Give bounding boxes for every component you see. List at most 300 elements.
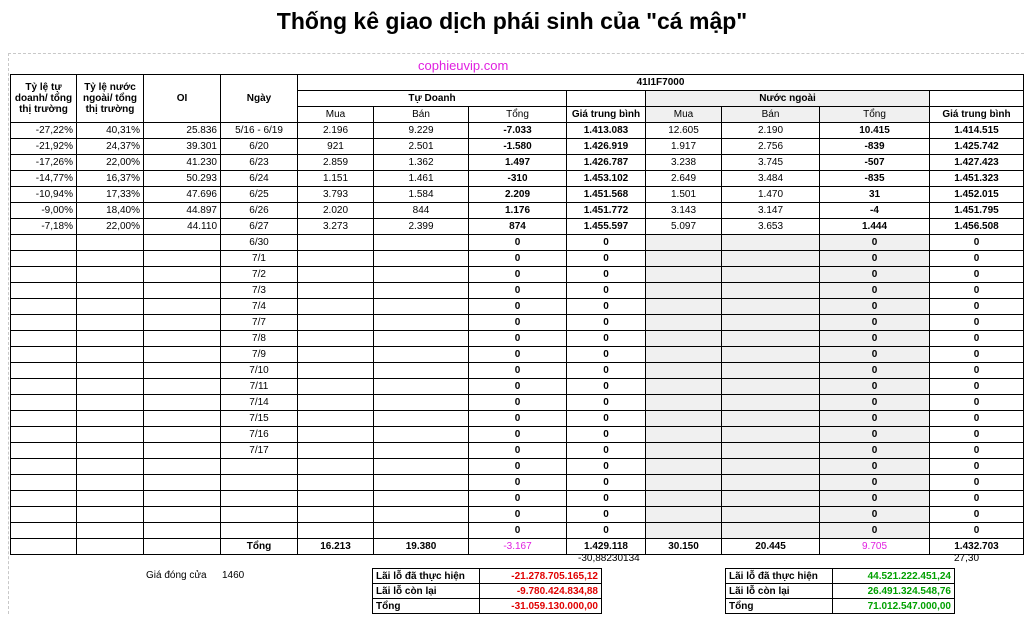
cell-nn-tong: 0 xyxy=(820,459,930,475)
cell-nn-ban xyxy=(722,427,820,443)
table-row xyxy=(11,475,1024,491)
cell-td-gia: 0 xyxy=(567,395,646,411)
pl-td-remaining-value: -9.780.424.834,88 xyxy=(480,584,602,599)
cell-td-gia: 0 xyxy=(567,283,646,299)
cell-ngay xyxy=(221,491,298,507)
cell-tl-nn xyxy=(77,427,144,443)
table-row xyxy=(11,395,1024,411)
cell-nn-ban xyxy=(722,331,820,347)
cell-oi: 47.696 xyxy=(144,187,221,203)
cell-tl-nn xyxy=(77,299,144,315)
cell-td-tong: 0 xyxy=(469,507,567,523)
cell-tl-td xyxy=(11,363,77,379)
cell-td-tong: 0 xyxy=(469,443,567,459)
cell-ngay: 7/17 xyxy=(221,443,298,459)
cell-ngay: 7/8 xyxy=(221,331,298,347)
cell-oi xyxy=(144,427,221,443)
cell-td-ban xyxy=(374,235,469,251)
cell-td-mua xyxy=(298,379,374,395)
cell-td-mua xyxy=(298,315,374,331)
cell-nn-mua xyxy=(646,331,722,347)
cell-oi xyxy=(144,443,221,459)
cell-nn-ban xyxy=(722,315,820,331)
cell-nn-mua xyxy=(646,379,722,395)
cell-nn-mua: 3.238 xyxy=(646,155,722,171)
header-ty-le-tu-doanh: Tỷ lệ tự doanh/ tổng thị trường xyxy=(11,75,77,123)
cell-ngay: 7/2 xyxy=(221,267,298,283)
cell-nn-mua: 5.097 xyxy=(646,219,722,235)
header-td-gia: Giá trung bình xyxy=(567,107,646,123)
cell-ngay: 6/24 xyxy=(221,171,298,187)
pl-nn-remaining-label: Lãi lỗ còn lại xyxy=(726,584,833,599)
cell-td-ban xyxy=(374,475,469,491)
table-row xyxy=(11,523,1024,539)
total-td-mua: 16.213 xyxy=(298,539,374,555)
table-row xyxy=(11,507,1024,523)
cell-nn-ban: 3.484 xyxy=(722,171,820,187)
cell-td-ban xyxy=(374,251,469,267)
cell-nn-gia: 0 xyxy=(930,299,1024,315)
cell-td-tong: 0 xyxy=(469,283,567,299)
cell-nn-ban xyxy=(722,235,820,251)
cell-nn-ban xyxy=(722,267,820,283)
pl-td-realized-label: Lãi lỗ đã thực hiện xyxy=(373,569,480,584)
cell-tl-nn: 24,37% xyxy=(77,139,144,155)
cell-nn-tong: 0 xyxy=(820,411,930,427)
pl-tu-doanh-table xyxy=(372,568,602,614)
cell-nn-tong: 10.415 xyxy=(820,123,930,139)
cell-nn-tong: 0 xyxy=(820,363,930,379)
pl-nn-realized-label: Lãi lỗ đã thực hiện xyxy=(726,569,833,584)
cell-tl-nn: 22,00% xyxy=(77,219,144,235)
cell-td-tong: 0 xyxy=(469,235,567,251)
cell-tl-nn xyxy=(77,379,144,395)
cell-nn-tong: 31 xyxy=(820,187,930,203)
cell-ngay: 7/11 xyxy=(221,379,298,395)
cell-nn-gia: 0 xyxy=(930,251,1024,267)
cell-td-gia: 0 xyxy=(567,347,646,363)
cell-nn-mua xyxy=(646,411,722,427)
cell-ngay: 7/10 xyxy=(221,363,298,379)
cell-td-gia: 0 xyxy=(567,507,646,523)
table-row xyxy=(11,171,1024,187)
cell-nn-tong: 0 xyxy=(820,315,930,331)
cell-nn-tong: 0 xyxy=(820,379,930,395)
cell-td-ban: 2.399 xyxy=(374,219,469,235)
cell-nn-mua xyxy=(646,395,722,411)
table-row xyxy=(11,363,1024,379)
cell-nn-tong: 0 xyxy=(820,427,930,443)
cell-td-mua xyxy=(298,267,374,283)
table-row xyxy=(11,219,1024,235)
cell-td-tong: 0 xyxy=(469,347,567,363)
table-row xyxy=(11,267,1024,283)
cell-td-ban: 9.229 xyxy=(374,123,469,139)
cell-tl-td xyxy=(11,491,77,507)
cell-nn-mua: 1.917 xyxy=(646,139,722,155)
cell-td-tong: 0 xyxy=(469,251,567,267)
table-row xyxy=(11,299,1024,315)
cell-td-tong: 0 xyxy=(469,523,567,539)
cell-tl-td xyxy=(11,523,77,539)
cell-tl-nn xyxy=(77,443,144,459)
cell-td-mua xyxy=(298,235,374,251)
cell-td-gia: 0 xyxy=(567,363,646,379)
cell-td-gia: 1.426.919 xyxy=(567,139,646,155)
cell-td-tong: 2.209 xyxy=(469,187,567,203)
cell-nn-mua xyxy=(646,491,722,507)
cell-nn-tong: 1.444 xyxy=(820,219,930,235)
cell-ngay xyxy=(221,523,298,539)
cell-td-ban xyxy=(374,363,469,379)
cell-nn-gia: 1.425.742 xyxy=(930,139,1024,155)
cell-nn-tong: 0 xyxy=(820,347,930,363)
cell-nn-mua: 12.605 xyxy=(646,123,722,139)
cell-td-gia: 1.413.083 xyxy=(567,123,646,139)
cell-nn-ban: 3.653 xyxy=(722,219,820,235)
cell-oi: 39.301 xyxy=(144,139,221,155)
cell-oi xyxy=(144,299,221,315)
cell-tl-nn: 17,33% xyxy=(77,187,144,203)
cell-nn-ban xyxy=(722,251,820,267)
cell-td-mua xyxy=(298,427,374,443)
cell-tl-nn xyxy=(77,523,144,539)
cell-ngay: 6/25 xyxy=(221,187,298,203)
header-contract: 41I1F7000 xyxy=(298,75,1024,91)
cell-tl-td xyxy=(11,459,77,475)
cell-nn-gia: 0 xyxy=(930,331,1024,347)
cell-td-tong: -7.033 xyxy=(469,123,567,139)
cell-nn-tong: 0 xyxy=(820,523,930,539)
cell-nn-gia: 0 xyxy=(930,475,1024,491)
cell-td-tong: 0 xyxy=(469,395,567,411)
cell-td-tong: 1.176 xyxy=(469,203,567,219)
cell-nn-tong: -839 xyxy=(820,139,930,155)
cell-ngay: 7/15 xyxy=(221,411,298,427)
cell-td-gia: 0 xyxy=(567,251,646,267)
cell-td-ban xyxy=(374,411,469,427)
total-td-tong: -3.167 xyxy=(469,539,567,555)
cell-nn-ban xyxy=(722,379,820,395)
cell-td-tong: 0 xyxy=(469,491,567,507)
cell-oi: 50.293 xyxy=(144,171,221,187)
cell-td-mua xyxy=(298,523,374,539)
cell-td-tong: 0 xyxy=(469,315,567,331)
cell-tl-td xyxy=(11,251,77,267)
cell-tl-td: -10,94% xyxy=(11,187,77,203)
pl-nuoc-ngoai-table xyxy=(725,568,955,614)
watermark-link[interactable]: cophieuvip.com xyxy=(418,58,509,73)
cell-nn-gia: 0 xyxy=(930,315,1024,331)
table-row xyxy=(11,203,1024,219)
cell-tl-nn xyxy=(77,315,144,331)
cell-nn-mua xyxy=(646,523,722,539)
cell-nn-gia: 0 xyxy=(930,411,1024,427)
cell-tl-nn xyxy=(77,331,144,347)
cell-td-ban: 844 xyxy=(374,203,469,219)
header-ty-le-nuoc-ngoai: Tỷ lệ nước ngoài/ tổng thị trường xyxy=(77,75,144,123)
cell-nn-gia: 0 xyxy=(930,235,1024,251)
cell-ngay: 5/16 - 6/19 xyxy=(221,123,298,139)
cell-td-gia: 0 xyxy=(567,475,646,491)
cell-td-mua xyxy=(298,443,374,459)
cell-td-ban xyxy=(374,315,469,331)
cell-ngay: 6/27 xyxy=(221,219,298,235)
cell-td-gia: 0 xyxy=(567,523,646,539)
cell-td-tong: 0 xyxy=(469,379,567,395)
cell-nn-gia: 0 xyxy=(930,347,1024,363)
cell-td-ban xyxy=(374,379,469,395)
cell-td-mua xyxy=(298,411,374,427)
cell-td-gia: 0 xyxy=(567,299,646,315)
cell-tl-td: -7,18% xyxy=(11,219,77,235)
cell-oi xyxy=(144,267,221,283)
cell-tl-td xyxy=(11,443,77,459)
cell-tl-nn xyxy=(77,459,144,475)
derivatives-table xyxy=(10,74,1024,555)
cell-nn-gia: 0 xyxy=(930,283,1024,299)
cell-nn-gia: 0 xyxy=(930,443,1024,459)
cell-tl-td xyxy=(11,267,77,283)
cell-td-ban: 1.461 xyxy=(374,171,469,187)
cell-td-tong: 0 xyxy=(469,475,567,491)
header-nn-mua: Mua xyxy=(646,107,722,123)
cell-oi xyxy=(144,507,221,523)
cell-td-mua xyxy=(298,459,374,475)
table-row xyxy=(11,187,1024,203)
cell-nn-ban: 3.147 xyxy=(722,203,820,219)
total-label: Tổng xyxy=(221,539,298,555)
cell-nn-ban xyxy=(722,443,820,459)
total-nn-ban: 20.445 xyxy=(722,539,820,555)
nn-diff-value: 27,30 xyxy=(954,553,980,564)
cell-tl-td xyxy=(11,395,77,411)
cell-tl-td xyxy=(11,475,77,491)
cell-td-mua: 1.151 xyxy=(298,171,374,187)
cell-td-mua xyxy=(298,491,374,507)
cell-td-tong: 0 xyxy=(469,267,567,283)
cell-td-gia: 0 xyxy=(567,235,646,251)
cell-nn-ban xyxy=(722,411,820,427)
cell-td-mua: 2.859 xyxy=(298,155,374,171)
table-row xyxy=(11,347,1024,363)
total-empty-cell xyxy=(11,539,77,555)
cell-tl-td xyxy=(11,379,77,395)
cell-oi xyxy=(144,523,221,539)
cell-nn-tong: 0 xyxy=(820,235,930,251)
cell-td-mua xyxy=(298,507,374,523)
cell-nn-gia: 1.456.508 xyxy=(930,219,1024,235)
cell-nn-mua xyxy=(646,459,722,475)
cell-ngay: 6/26 xyxy=(221,203,298,219)
cell-td-ban xyxy=(374,427,469,443)
cell-nn-gia: 0 xyxy=(930,507,1024,523)
cell-td-tong: 0 xyxy=(469,363,567,379)
cell-tl-td: -27,22% xyxy=(11,123,77,139)
cell-td-mua: 2.020 xyxy=(298,203,374,219)
cell-nn-gia: 0 xyxy=(930,523,1024,539)
cell-nn-mua: 2.649 xyxy=(646,171,722,187)
cell-td-mua: 921 xyxy=(298,139,374,155)
cell-oi xyxy=(144,331,221,347)
cell-td-tong: -310 xyxy=(469,171,567,187)
cell-td-mua xyxy=(298,251,374,267)
cell-ngay xyxy=(221,507,298,523)
cell-nn-gia: 0 xyxy=(930,459,1024,475)
cell-nn-gia: 0 xyxy=(930,427,1024,443)
cell-td-mua: 2.196 xyxy=(298,123,374,139)
cell-ngay: 7/7 xyxy=(221,315,298,331)
cell-tl-td xyxy=(11,347,77,363)
cell-nn-ban xyxy=(722,459,820,475)
cell-td-mua: 3.793 xyxy=(298,187,374,203)
cell-tl-td xyxy=(11,299,77,315)
cell-ngay: 7/16 xyxy=(221,427,298,443)
cell-nn-gia: 0 xyxy=(930,363,1024,379)
table-row xyxy=(11,427,1024,443)
cell-ngay xyxy=(221,475,298,491)
gia-dong-cua-value: 1460 xyxy=(222,570,245,581)
total-empty-cell xyxy=(77,539,144,555)
cell-tl-nn: 40,31% xyxy=(77,123,144,139)
cell-td-gia: 0 xyxy=(567,459,646,475)
cell-td-mua xyxy=(298,299,374,315)
cell-nn-tong: 0 xyxy=(820,267,930,283)
header-td-mua: Mua xyxy=(298,107,374,123)
cell-td-gia: 0 xyxy=(567,491,646,507)
header-tu-doanh: Tự Doanh xyxy=(298,91,567,107)
cell-nn-tong: 0 xyxy=(820,299,930,315)
cell-nn-mua xyxy=(646,299,722,315)
cell-nn-mua xyxy=(646,315,722,331)
cell-tl-td xyxy=(11,411,77,427)
cell-td-gia: 1.455.597 xyxy=(567,219,646,235)
cell-oi: 41.230 xyxy=(144,155,221,171)
cell-td-gia: 1.453.102 xyxy=(567,171,646,187)
pl-nn-total-label: Tổng xyxy=(726,599,833,614)
total-row xyxy=(11,539,1024,555)
cell-tl-td xyxy=(11,507,77,523)
cell-nn-gia: 0 xyxy=(930,395,1024,411)
cell-ngay: 6/23 xyxy=(221,155,298,171)
cell-nn-gia: 1.427.423 xyxy=(930,155,1024,171)
cell-oi xyxy=(144,491,221,507)
cell-nn-tong: -4 xyxy=(820,203,930,219)
cell-nn-ban xyxy=(722,395,820,411)
table-row xyxy=(11,315,1024,331)
cell-td-gia: 1.426.787 xyxy=(567,155,646,171)
cell-tl-td xyxy=(11,427,77,443)
cell-tl-nn xyxy=(77,507,144,523)
cell-oi xyxy=(144,347,221,363)
cell-nn-mua xyxy=(646,507,722,523)
cell-td-gia: 0 xyxy=(567,267,646,283)
cell-td-gia: 1.451.772 xyxy=(567,203,646,219)
cell-nn-tong: 0 xyxy=(820,475,930,491)
table-row xyxy=(11,251,1024,267)
cell-tl-td xyxy=(11,283,77,299)
cell-nn-tong: 0 xyxy=(820,443,930,459)
cell-tl-nn xyxy=(77,491,144,507)
cell-tl-td xyxy=(11,331,77,347)
cell-ngay: 6/20 xyxy=(221,139,298,155)
cell-nn-mua xyxy=(646,283,722,299)
cell-oi xyxy=(144,459,221,475)
cell-nn-ban: 2.190 xyxy=(722,123,820,139)
cell-nn-ban: 3.745 xyxy=(722,155,820,171)
cell-nn-gia: 0 xyxy=(930,379,1024,395)
cell-ngay: 7/1 xyxy=(221,251,298,267)
cell-oi xyxy=(144,283,221,299)
cell-td-tong: 0 xyxy=(469,459,567,475)
cell-tl-nn xyxy=(77,251,144,267)
cell-ngay: 7/14 xyxy=(221,395,298,411)
total-nn-gia: 1.432.703 xyxy=(930,539,1024,555)
cell-oi xyxy=(144,315,221,331)
cell-nn-mua: 1.501 xyxy=(646,187,722,203)
cell-ngay: 7/9 xyxy=(221,347,298,363)
cell-nn-ban xyxy=(722,347,820,363)
cell-td-ban: 1.584 xyxy=(374,187,469,203)
cell-td-gia: 0 xyxy=(567,379,646,395)
cell-nn-tong: 0 xyxy=(820,395,930,411)
cell-td-mua xyxy=(298,363,374,379)
cell-td-tong: 0 xyxy=(469,299,567,315)
cell-tl-nn: 18,40% xyxy=(77,203,144,219)
cell-tl-td: -21,92% xyxy=(11,139,77,155)
cell-td-gia: 0 xyxy=(567,315,646,331)
td-diff-value: -30,88230134 xyxy=(578,553,640,564)
cell-td-gia: 0 xyxy=(567,443,646,459)
cell-td-ban xyxy=(374,459,469,475)
total-empty-cell xyxy=(144,539,221,555)
cell-ngay: 7/4 xyxy=(221,299,298,315)
cell-td-tong: 1.497 xyxy=(469,155,567,171)
cell-td-ban xyxy=(374,523,469,539)
pl-td-remaining-label: Lãi lỗ còn lại xyxy=(373,584,480,599)
cell-td-gia: 0 xyxy=(567,411,646,427)
cell-nn-ban: 2.756 xyxy=(722,139,820,155)
header-nn-gia: Giá trung bình xyxy=(930,107,1024,123)
cell-nn-gia: 1.414.515 xyxy=(930,123,1024,139)
cell-td-tong: 874 xyxy=(469,219,567,235)
cell-nn-ban xyxy=(722,523,820,539)
cell-nn-ban xyxy=(722,475,820,491)
cell-nn-mua xyxy=(646,235,722,251)
cell-td-tong: -1.580 xyxy=(469,139,567,155)
cell-tl-nn xyxy=(77,235,144,251)
cell-nn-gia: 1.452.015 xyxy=(930,187,1024,203)
cell-oi xyxy=(144,235,221,251)
table-row xyxy=(11,331,1024,347)
cell-ngay xyxy=(221,459,298,475)
cell-nn-mua xyxy=(646,427,722,443)
cell-td-ban: 1.362 xyxy=(374,155,469,171)
total-nn-mua: 30.150 xyxy=(646,539,722,555)
cell-td-mua xyxy=(298,475,374,491)
cell-tl-nn xyxy=(77,267,144,283)
cell-td-ban xyxy=(374,395,469,411)
cell-nn-tong: 0 xyxy=(820,491,930,507)
cell-td-gia: 0 xyxy=(567,427,646,443)
cell-nn-tong: 0 xyxy=(820,251,930,267)
cell-td-ban xyxy=(374,283,469,299)
header-nn-tong: Tổng xyxy=(820,107,930,123)
cell-oi xyxy=(144,395,221,411)
cell-td-ban xyxy=(374,347,469,363)
cell-td-mua xyxy=(298,395,374,411)
cell-nn-gia: 0 xyxy=(930,267,1024,283)
